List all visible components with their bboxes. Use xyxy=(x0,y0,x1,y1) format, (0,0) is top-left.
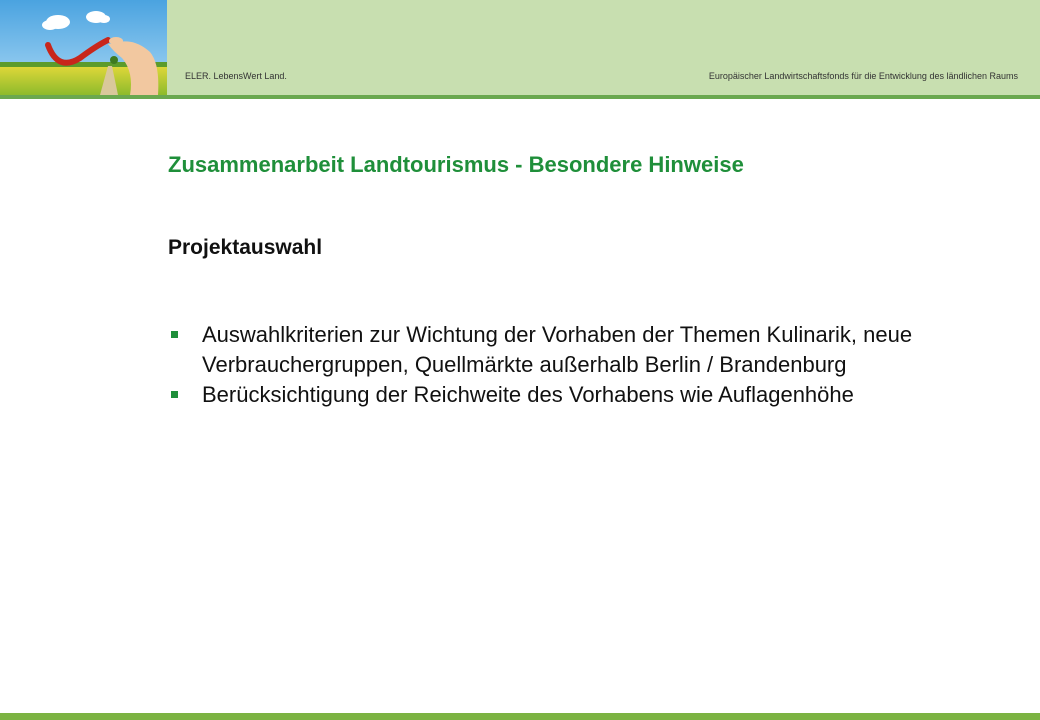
bullet-item xyxy=(168,380,928,410)
square-bullet-icon xyxy=(171,391,178,398)
slide-title: Zusammenarbeit Landtourismus - Besondere Hinweise xyxy=(168,152,744,177)
bullet-text: Berücksichtigung der Reichweite des Vorhabens wie Auflagenhöhe xyxy=(202,382,854,407)
header-banner xyxy=(0,0,1040,95)
landscape-hand-logo-icon xyxy=(0,0,167,95)
slide-subtitle: Projektauswahl xyxy=(168,236,323,259)
header-fund-name: Europäischer Landwirtschaftsfonds für die Entwicklung des ländlichen Raums xyxy=(708,71,1018,81)
header-divider xyxy=(0,95,1040,99)
bullet-item xyxy=(168,320,928,380)
square-bullet-icon xyxy=(171,331,178,338)
footer-divider xyxy=(0,713,1040,720)
bullet-text: Auswahlkriterien zur Wichtung der Vorhaben der Themen Kulinarik, neue Verbrauchergruppen, Quellmärkte außerhalb Berlin / Brandenburg xyxy=(202,322,913,377)
header-tagline: ELER. LebensWert Land. xyxy=(185,71,287,81)
bullet-list xyxy=(168,320,928,410)
